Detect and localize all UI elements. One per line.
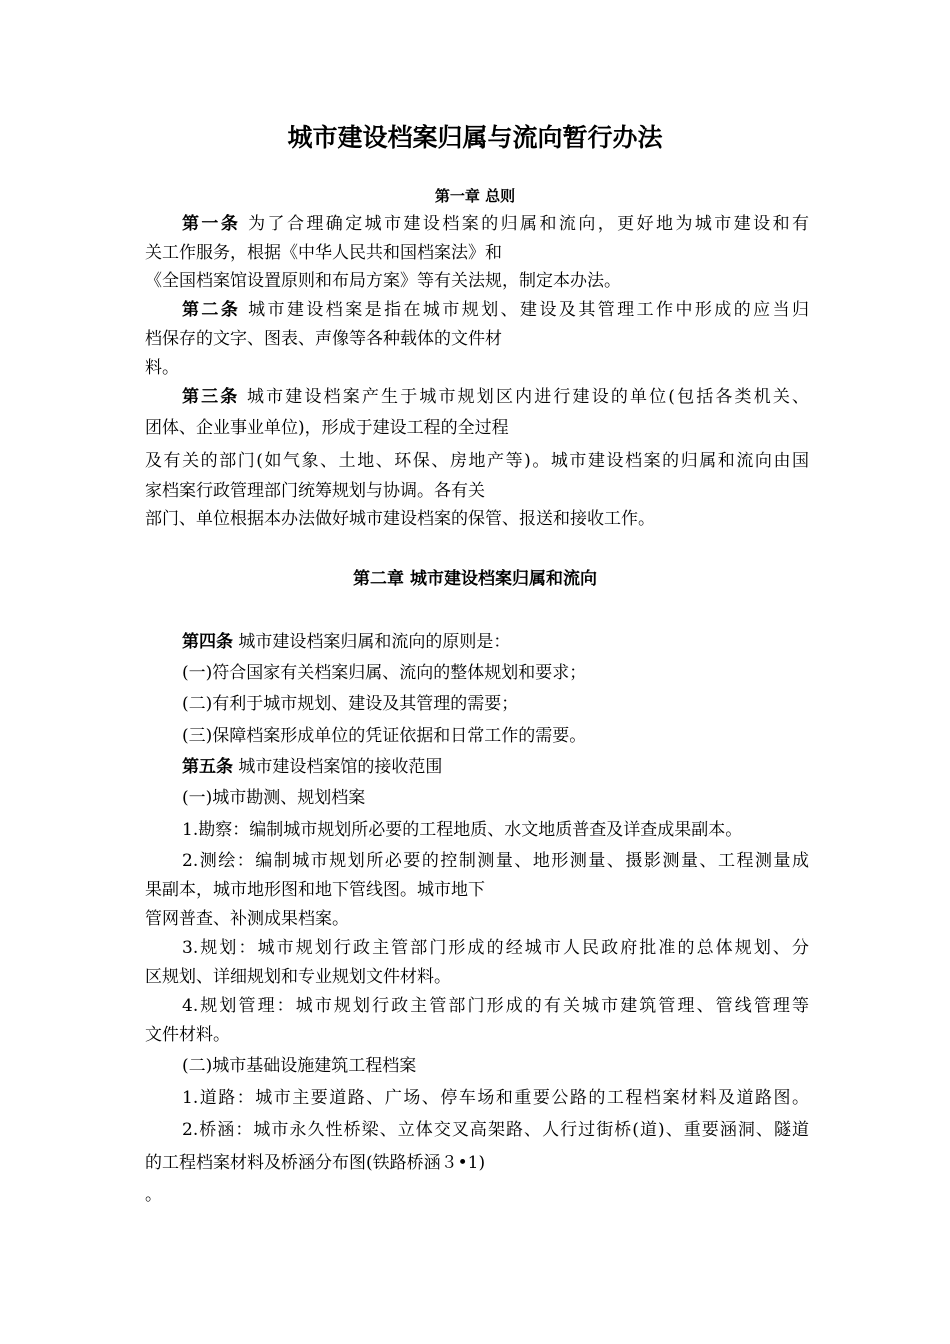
chapter-2-heading: 第二章 城市建设档案归属和流向 [353, 569, 597, 589]
article-5-label: 第五条 [182, 757, 233, 777]
article-4-item-2: (二)有利于城市规划、建设及其管理的需要； [182, 694, 519, 714]
article-2-line-1: 第二条 城市建设档案是指在城市规划、建设及其管理工作中形成的应当归 [182, 300, 810, 320]
article-5-line: 第五条 城市建设档案馆的接收范围 [182, 757, 443, 777]
article-2-label: 第二条 [182, 300, 241, 320]
article-3-label: 第三条 [182, 387, 240, 407]
article-5-item-1-4-line-1: 4.规划管理：城市规划行政主管部门形成的有关城市建筑管理、管线管理等 [182, 996, 809, 1016]
article-5-item-1-3-line-1: 3.规划：城市规划行政主管部门形成的经城市人民政府批准的总体规划、分 [182, 938, 809, 958]
article-3-line-2: 团体、企业事业单位)，形成于建设工程的全过程 [145, 418, 509, 438]
article-5-section-1: (一)城市勘测、规划档案 [182, 788, 366, 808]
article-1-line-2: 关工作服务，根据《中华人民共和国档案法》和 [145, 243, 502, 263]
article-5-item-1-2-line-2: 果副本，城市地形图和地下管线图。城市地下 [145, 880, 485, 900]
article-4-item-3: (三)保障档案形成单位的凭证依据和日常工作的需要。 [182, 726, 587, 746]
article-4-label: 第四条 [182, 632, 233, 652]
article-5-item-1-3-line-2: 区规划、详细规划和专业规划文件材料。 [145, 967, 451, 987]
article-2-line-3: 料。 [145, 358, 179, 378]
article-1-label: 第一条 [182, 214, 241, 234]
article-5-item-2-2-line-1: 2.桥涵：城市永久性桥梁、立体交叉高架路、人行过街桥(道)、重要涵洞、隧道 [182, 1120, 809, 1140]
article-4-item-1: (一)符合国家有关档案归属、流向的整体规划和要求； [182, 663, 587, 683]
article-1-line-1: 第一条 为了合理确定城市建设档案的归属和流向，更好地为城市建设和有 [182, 214, 810, 234]
article-5-section-2: (二)城市基础设施建筑工程档案 [182, 1056, 417, 1076]
article-5-item-2-1: 1.道路：城市主要道路、广场、停车场和重要公路的工程档案材料及道路图。 [182, 1088, 809, 1108]
article-5-item-1-2-line-3: 管网普查、补测成果档案。 [145, 909, 349, 929]
article-2-line-2: 档保存的文字、图表、声像等各种载体的文件材 [145, 329, 502, 349]
article-4-line: 第四条 城市建设档案归属和流向的原则是： [182, 632, 511, 652]
article-3-line-1: 第三条 城市建设档案产生于城市规划区内进行建设的单位(包括各类机关、 [182, 387, 809, 407]
article-3-line-3: 及有关的部门(如气象、土地、环保、房地产等)。城市建设档案的归属和流向由国 [145, 451, 809, 471]
article-5-item-1-1: 1.勘察：编制城市规划所必要的工程地质、水文地质普查及详查成果副本。 [182, 820, 743, 840]
article-5-item-2-2-line-3: 。 [145, 1185, 162, 1205]
chapter-1-heading: 第一章 总则 [434, 187, 516, 205]
article-5-item-1-4-line-2: 文件材料。 [145, 1025, 230, 1045]
document-title: 城市建设档案归属与流向暂行办法 [287, 123, 663, 152]
article-5-item-2-2-line-2: 的工程档案材料及桥涵分布图(铁路桥涵３•1) [145, 1153, 486, 1173]
article-5-item-1-2-line-1: 2.测绘：编制城市规划所必要的控制测量、地形测量、摄影测量、工程测量成 [182, 851, 809, 871]
article-1-line-3: 《全国档案馆设置原则和布局方案》等有关法规，制定本办法。 [145, 271, 621, 291]
article-3-line-5: 部门、单位根据本办法做好城市建设档案的保管、报送和接收工作。 [145, 509, 655, 529]
article-3-line-4: 家档案行政管理部门统筹规划与协调。各有关 [145, 481, 485, 501]
